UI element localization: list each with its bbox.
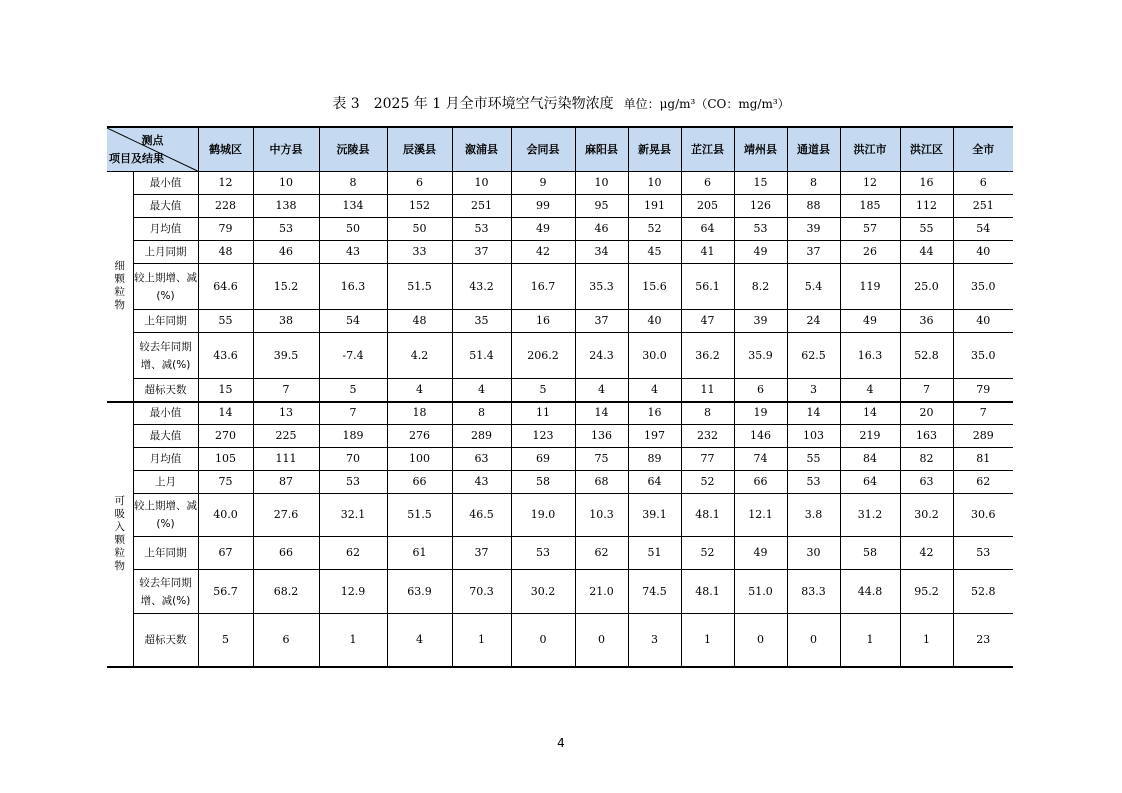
table-cell: 68.2 (253, 570, 319, 614)
table-cell: 49 (734, 241, 787, 264)
table-cell: 82 (900, 448, 953, 471)
table-cell: 189 (319, 425, 387, 448)
table-cell: 18 (387, 402, 452, 425)
column-header: 辰溪县 (387, 127, 452, 172)
table-cell: 62.5 (787, 333, 840, 379)
table-cell: 44.8 (840, 570, 900, 614)
table-cell: 16 (511, 310, 575, 333)
table-cell: 289 (953, 425, 1013, 448)
table-cell: 36 (900, 310, 953, 333)
table-cell: 225 (253, 425, 319, 448)
table-cell: 30.2 (900, 494, 953, 537)
table-cell: 16 (900, 172, 953, 195)
table-cell: 251 (452, 195, 511, 218)
table-cell: 63.9 (387, 570, 452, 614)
row-label: 最大值 (133, 425, 198, 448)
table-cell: 134 (319, 195, 387, 218)
table-cell: 10 (253, 172, 319, 195)
table-cell: 8 (452, 402, 511, 425)
table-cell: 1 (319, 614, 387, 667)
row-label: 较去年同期增、减(%) (133, 570, 198, 614)
row-label: 上月同期 (133, 241, 198, 264)
table-cell: 51.0 (734, 570, 787, 614)
table-cell: 19 (734, 402, 787, 425)
group-label-text: 细颗粒物 (114, 260, 125, 312)
table-cell: 64.6 (198, 264, 253, 310)
table-cell: 4 (452, 379, 511, 402)
table-cell: 251 (953, 195, 1013, 218)
table-cell: 8 (681, 402, 734, 425)
table-cell: 30 (787, 537, 840, 570)
table-cell: 111 (253, 448, 319, 471)
row-label: 最小值 (133, 172, 198, 195)
table-cell: 70 (319, 448, 387, 471)
table-cell: 270 (198, 425, 253, 448)
table-row (107, 218, 1013, 241)
table-cell: 53 (253, 218, 319, 241)
group-label (107, 172, 133, 402)
table-cell: 44 (900, 241, 953, 264)
table-cell: 52 (681, 537, 734, 570)
table-cell: 11 (511, 402, 575, 425)
table-cell: 14 (575, 402, 628, 425)
table-cell: 53 (734, 218, 787, 241)
table-cell: 123 (511, 425, 575, 448)
table-cell: 100 (387, 448, 452, 471)
table-cell: 6 (734, 379, 787, 402)
table-cell: 49 (734, 537, 787, 570)
table-cell: 16 (628, 402, 681, 425)
corner-top-label: 测点 (141, 134, 164, 147)
table-cell: 66 (387, 471, 452, 494)
table-cell: 12 (840, 172, 900, 195)
table-cell: 58 (840, 537, 900, 570)
table-cell: 35.3 (575, 264, 628, 310)
table-cell: 23 (953, 614, 1013, 667)
table-cell: 39 (787, 218, 840, 241)
table-cell: 37 (787, 241, 840, 264)
table-cell: 20 (900, 402, 953, 425)
table-cell: 7 (319, 402, 387, 425)
table-cell: 21.0 (575, 570, 628, 614)
table-cell: 119 (840, 264, 900, 310)
table-cell: 15 (734, 172, 787, 195)
table-row (107, 172, 1013, 195)
table-cell: 0 (575, 614, 628, 667)
table-cell: -7.4 (319, 333, 387, 379)
table-cell: 112 (900, 195, 953, 218)
table-cell: 40 (628, 310, 681, 333)
table-cell: 75 (575, 448, 628, 471)
table-cell: 35.9 (734, 333, 787, 379)
table-cell: 197 (628, 425, 681, 448)
table-cell: 26 (840, 241, 900, 264)
table-row (107, 448, 1013, 471)
table-cell: 36.2 (681, 333, 734, 379)
table-cell: 5 (319, 379, 387, 402)
table-row (107, 425, 1013, 448)
group-label (107, 402, 133, 667)
table-cell: 52.8 (900, 333, 953, 379)
table-cell: 15 (198, 379, 253, 402)
table-cell: 163 (900, 425, 953, 448)
table-cell: 37 (452, 241, 511, 264)
table-cell: 4 (387, 379, 452, 402)
table-cell: 38 (253, 310, 319, 333)
table-cell: 9 (511, 172, 575, 195)
page-number: 4 (557, 736, 565, 750)
table-cell: 0 (734, 614, 787, 667)
table-cell: 48 (198, 241, 253, 264)
table-cell: 48.1 (681, 570, 734, 614)
table-cell: 89 (628, 448, 681, 471)
row-label: 月均值 (133, 448, 198, 471)
table-cell: 8 (787, 172, 840, 195)
column-header: 麻阳县 (575, 127, 628, 172)
table-row (107, 614, 1013, 667)
table-cell: 8 (319, 172, 387, 195)
column-header: 洪江区 (900, 127, 953, 172)
table-cell: 70.3 (452, 570, 511, 614)
row-label: 上年同期 (133, 537, 198, 570)
table-cell: 24 (787, 310, 840, 333)
table-cell: 81 (953, 448, 1013, 471)
table-cell: 50 (387, 218, 452, 241)
table-row (107, 402, 1013, 425)
table-cell: 6 (953, 172, 1013, 195)
table-row (107, 241, 1013, 264)
table-cell: 6 (387, 172, 452, 195)
table-cell: 13 (253, 402, 319, 425)
table-cell: 53 (953, 537, 1013, 570)
table-cell: 0 (511, 614, 575, 667)
table-cell: 53 (452, 218, 511, 241)
table-cell: 62 (953, 471, 1013, 494)
table-cell: 1 (452, 614, 511, 667)
table-cell: 67 (198, 537, 253, 570)
table-cell: 99 (511, 195, 575, 218)
table-cell: 14 (787, 402, 840, 425)
table-cell: 276 (387, 425, 452, 448)
table-cell: 39 (734, 310, 787, 333)
table-cell: 55 (198, 310, 253, 333)
table-cell: 228 (198, 195, 253, 218)
table-cell: 42 (900, 537, 953, 570)
column-header: 新晃县 (628, 127, 681, 172)
table-cell: 25.0 (900, 264, 953, 310)
table-cell: 53 (787, 471, 840, 494)
corner-bottom-label: 项目及结果 (109, 152, 164, 165)
table-cell: 33 (387, 241, 452, 264)
table-cell: 5 (198, 614, 253, 667)
table-cell: 3.8 (787, 494, 840, 537)
table-cell: 46 (575, 218, 628, 241)
table-cell: 11 (681, 379, 734, 402)
table-cell: 52.8 (953, 570, 1013, 614)
table-cell: 83.3 (787, 570, 840, 614)
table-row (107, 195, 1013, 218)
table-cell: 79 (953, 379, 1013, 402)
table-cell: 16.7 (511, 264, 575, 310)
table-cell: 48 (387, 310, 452, 333)
table-cell: 49 (511, 218, 575, 241)
table-cell: 10 (575, 172, 628, 195)
table-cell: 43 (452, 471, 511, 494)
table-cell: 87 (253, 471, 319, 494)
pollutant-table (107, 126, 1013, 668)
table-cell: 52 (628, 218, 681, 241)
table-cell: 16.3 (319, 264, 387, 310)
table-cell: 64 (840, 471, 900, 494)
table-row (107, 570, 1013, 614)
table-cell: 14 (840, 402, 900, 425)
table-cell: 24.3 (575, 333, 628, 379)
table-cell: 54 (319, 310, 387, 333)
table-cell: 61 (387, 537, 452, 570)
table-cell: 51.5 (387, 494, 452, 537)
table-cell: 62 (319, 537, 387, 570)
table-cell: 206.2 (511, 333, 575, 379)
column-header: 沅陵县 (319, 127, 387, 172)
table-cell: 46.5 (452, 494, 511, 537)
table-cell: 53 (511, 537, 575, 570)
table-row (107, 537, 1013, 570)
table-cell: 46 (253, 241, 319, 264)
row-label: 较上期增、减(%) (133, 264, 198, 310)
table-cell: 3 (787, 379, 840, 402)
table-cell: 219 (840, 425, 900, 448)
table-cell: 41 (681, 241, 734, 264)
table-cell: 14 (198, 402, 253, 425)
table-cell: 84 (840, 448, 900, 471)
table-cell: 66 (734, 471, 787, 494)
table-cell: 66 (253, 537, 319, 570)
table-cell: 43.2 (452, 264, 511, 310)
table-row (107, 310, 1013, 333)
table-cell: 55 (900, 218, 953, 241)
table-cell: 5.4 (787, 264, 840, 310)
column-header: 洪江市 (840, 127, 900, 172)
header-row (107, 127, 1013, 172)
row-label: 最小值 (133, 402, 198, 425)
table-cell: 64 (681, 218, 734, 241)
row-label: 月均值 (133, 218, 198, 241)
table-cell: 19.0 (511, 494, 575, 537)
table-row (107, 494, 1013, 537)
table-cell: 10 (452, 172, 511, 195)
column-header: 全市 (953, 127, 1013, 172)
column-header: 溆浦县 (452, 127, 511, 172)
table-cell: 138 (253, 195, 319, 218)
table-cell: 1 (681, 614, 734, 667)
table-cell: 54 (953, 218, 1013, 241)
table-cell: 1 (900, 614, 953, 667)
column-header: 芷江县 (681, 127, 734, 172)
table-row (107, 264, 1013, 310)
table-cell: 10.3 (575, 494, 628, 537)
table-cell: 53 (319, 471, 387, 494)
table-cell: 40 (953, 310, 1013, 333)
table-cell: 0 (787, 614, 840, 667)
unit-note: 单位：μg/m³（CO：mg/m³） (623, 97, 790, 111)
table-cell: 69 (511, 448, 575, 471)
row-label: 超标天数 (133, 379, 198, 402)
group-label-text: 可吸入颗粒物 (114, 495, 125, 572)
table-cell: 55 (787, 448, 840, 471)
table-cell: 7 (900, 379, 953, 402)
table-cell: 42 (511, 241, 575, 264)
table-cell: 185 (840, 195, 900, 218)
column-header: 靖州县 (734, 127, 787, 172)
row-label: 较去年同期增、减(%) (133, 333, 198, 379)
table-cell: 8.2 (734, 264, 787, 310)
table-cell: 191 (628, 195, 681, 218)
table-cell: 58 (511, 471, 575, 494)
table-cell: 64 (628, 471, 681, 494)
table-cell: 15.2 (253, 264, 319, 310)
table-cell: 31.2 (840, 494, 900, 537)
table-cell: 35.0 (953, 333, 1013, 379)
table-cell: 43.6 (198, 333, 253, 379)
table-cell: 12 (198, 172, 253, 195)
table-cell: 56.1 (681, 264, 734, 310)
column-header: 中方县 (253, 127, 319, 172)
table-cell: 4 (575, 379, 628, 402)
table-cell: 45 (628, 241, 681, 264)
table-cell: 103 (787, 425, 840, 448)
table-cell: 63 (900, 471, 953, 494)
table-cell: 43 (319, 241, 387, 264)
row-label: 较上期增、减(%) (133, 494, 198, 537)
table-cell: 5 (511, 379, 575, 402)
table-cell: 37 (452, 537, 511, 570)
table-cell: 152 (387, 195, 452, 218)
table-cell: 32.1 (319, 494, 387, 537)
table-cell: 56.7 (198, 570, 253, 614)
table-cell: 48.1 (681, 494, 734, 537)
row-label: 上年同期 (133, 310, 198, 333)
row-label: 最大值 (133, 195, 198, 218)
table-cell: 75 (198, 471, 253, 494)
table-caption (0, 94, 1122, 114)
table-cell: 136 (575, 425, 628, 448)
table-cell: 30.2 (511, 570, 575, 614)
table-cell: 12.9 (319, 570, 387, 614)
table-cell: 57 (840, 218, 900, 241)
table-cell: 4 (628, 379, 681, 402)
table-cell: 289 (452, 425, 511, 448)
table-cell: 4.2 (387, 333, 452, 379)
table-cell: 49 (840, 310, 900, 333)
table-cell: 74 (734, 448, 787, 471)
table-cell: 7 (953, 402, 1013, 425)
table-cell: 7 (253, 379, 319, 402)
table-cell: 37 (575, 310, 628, 333)
table-cell: 88 (787, 195, 840, 218)
table-cell: 47 (681, 310, 734, 333)
column-header: 鹤城区 (198, 127, 253, 172)
column-header: 通道县 (787, 127, 840, 172)
table-cell: 35.0 (953, 264, 1013, 310)
table-cell: 232 (681, 425, 734, 448)
table-cell: 77 (681, 448, 734, 471)
table-cell: 51.5 (387, 264, 452, 310)
column-header: 会同县 (511, 127, 575, 172)
table-cell: 51 (628, 537, 681, 570)
table-title: 表 3 2025 年 1 月全市环境空气污染物浓度 (332, 96, 614, 112)
table-cell: 35 (452, 310, 511, 333)
table-cell: 30.0 (628, 333, 681, 379)
table-cell: 1 (840, 614, 900, 667)
table-body (107, 172, 1013, 667)
table-cell: 95.2 (900, 570, 953, 614)
table-cell: 74.5 (628, 570, 681, 614)
table-row (107, 379, 1013, 402)
table-cell: 52 (681, 471, 734, 494)
table-cell: 39.1 (628, 494, 681, 537)
row-label: 超标天数 (133, 614, 198, 667)
table-cell: 6 (681, 172, 734, 195)
table-cell: 40 (953, 241, 1013, 264)
corner-header (107, 127, 198, 172)
table-cell: 10 (628, 172, 681, 195)
table-cell: 4 (387, 614, 452, 667)
table-cell: 40.0 (198, 494, 253, 537)
table-cell: 79 (198, 218, 253, 241)
table-row (107, 471, 1013, 494)
table-cell: 6 (253, 614, 319, 667)
table-cell: 3 (628, 614, 681, 667)
table-cell: 39.5 (253, 333, 319, 379)
table-cell: 34 (575, 241, 628, 264)
table-cell: 62 (575, 537, 628, 570)
table-cell: 63 (452, 448, 511, 471)
table-cell: 27.6 (253, 494, 319, 537)
table-cell: 95 (575, 195, 628, 218)
table-cell: 51.4 (452, 333, 511, 379)
table-cell: 16.3 (840, 333, 900, 379)
table-cell: 105 (198, 448, 253, 471)
table-cell: 30.6 (953, 494, 1013, 537)
table-cell: 50 (319, 218, 387, 241)
table-cell: 146 (734, 425, 787, 448)
table-cell: 205 (681, 195, 734, 218)
table-cell: 12.1 (734, 494, 787, 537)
table-cell: 15.6 (628, 264, 681, 310)
table-row (107, 333, 1013, 379)
table-cell: 126 (734, 195, 787, 218)
table-cell: 4 (840, 379, 900, 402)
table-cell: 68 (575, 471, 628, 494)
row-label: 上月 (133, 471, 198, 494)
